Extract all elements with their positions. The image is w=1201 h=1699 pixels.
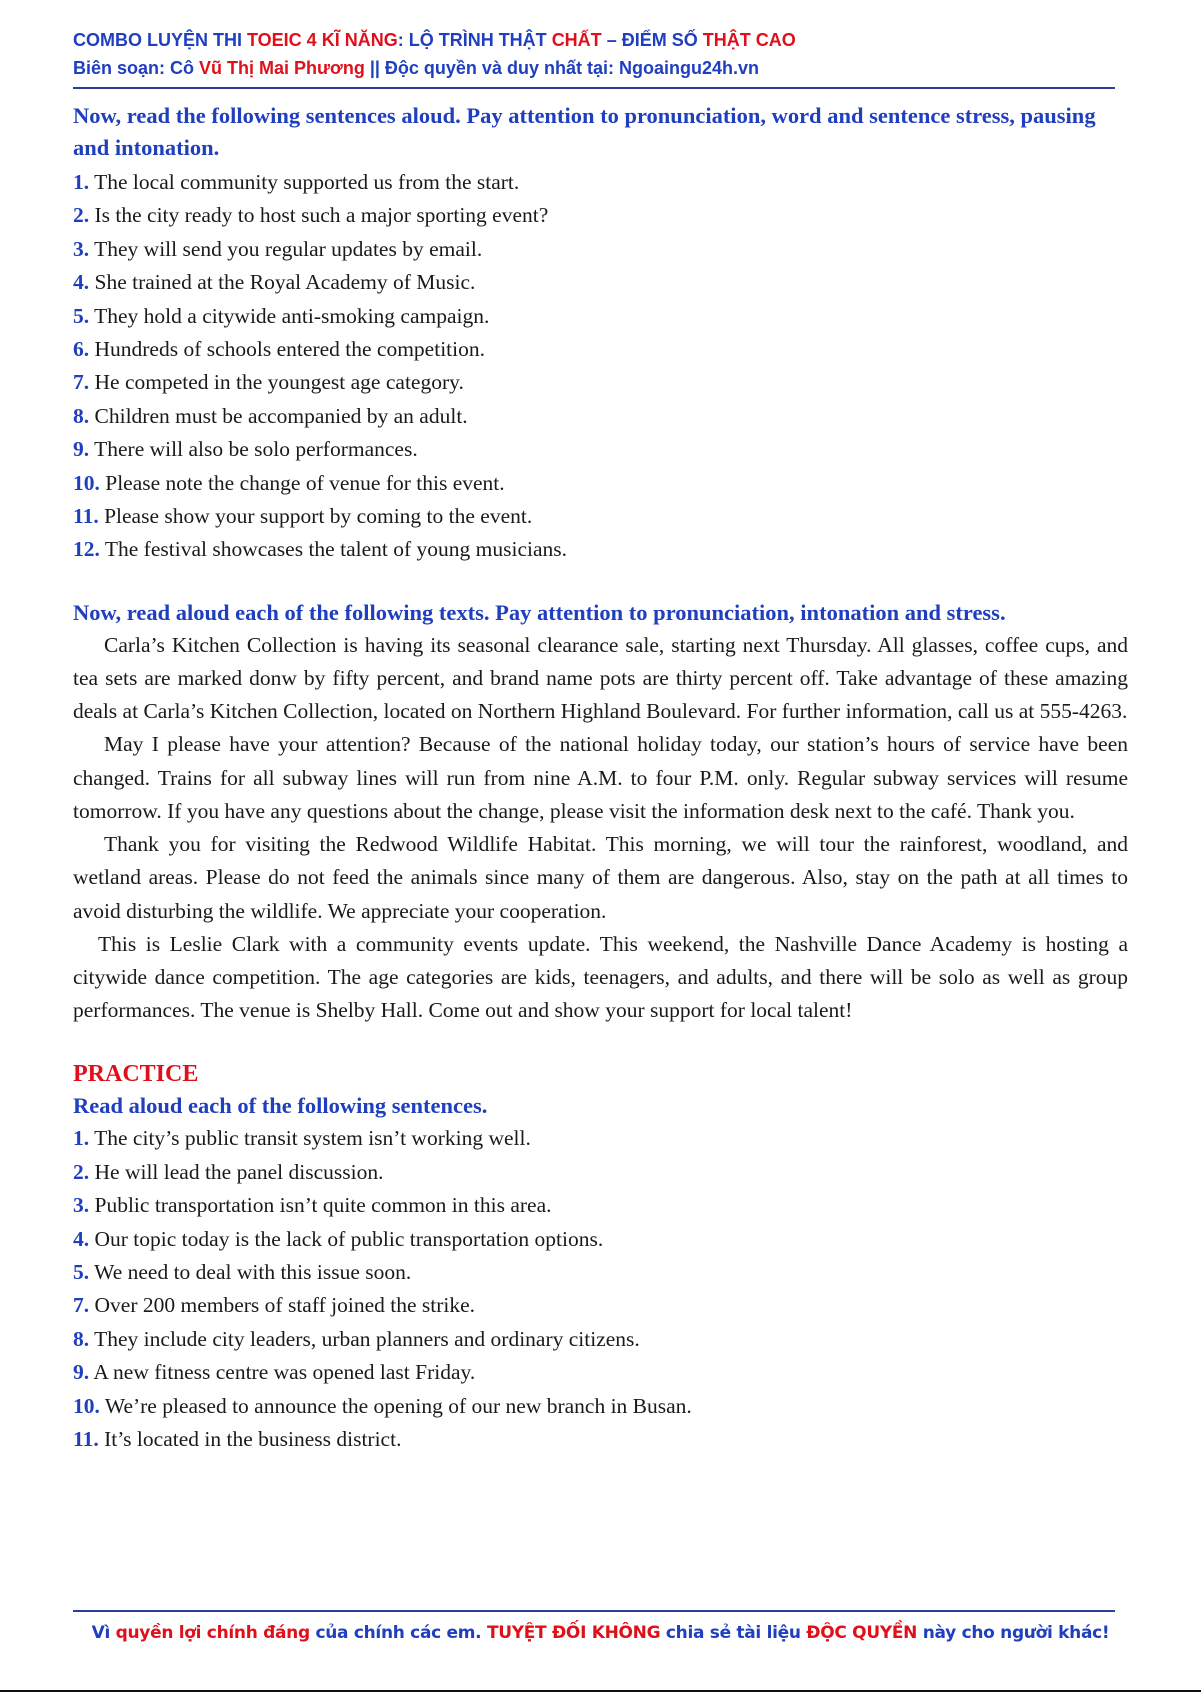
item-text: He will lead the panel discussion. — [94, 1159, 384, 1184]
item-number: 4. — [73, 270, 90, 295]
header-title — [73, 26, 1113, 54]
item-text: We need to deal with this issue soon. — [94, 1259, 412, 1284]
item-text: We’re pleased to announce the opening of our new branch in Busan. — [104, 1393, 692, 1418]
footer-text: chia sẻ tài liệu — [660, 1623, 807, 1643]
item-number: 3. — [73, 1193, 90, 1218]
list-item — [73, 400, 1128, 433]
item-text: Please note the change of venue for this event. — [105, 470, 505, 495]
footer-text: quyền lợi chính đáng — [115, 1623, 310, 1643]
section1-heading: Now, read the following sentences aloud. Pay attention to pronunciation, word and sentence stress, pausing and intonation. — [73, 103, 1096, 160]
item-text: They will send you regular updates by email. — [94, 236, 483, 261]
header-text: CHẤT — [551, 30, 602, 50]
item-number: 11. — [73, 504, 99, 529]
item-text: It’s located in the business district. — [104, 1426, 402, 1451]
reading-paragraph: Thank you for visiting the Redwood Wildlife Habitat. This morning, we will tour the rainforest, woodland, and wetland areas. Please do not feed the animals since many of them are dangerous. Also, stay on the path at all times to avoid disturbing the wildlife. We appreciate your cooperation. — [73, 832, 1128, 923]
item-number: 2. — [73, 1159, 90, 1184]
item-text: He competed in the youngest age category. — [94, 370, 464, 395]
item-number: 10. — [73, 1393, 100, 1418]
section2-texts — [73, 629, 1128, 1027]
header-divider — [73, 87, 1115, 89]
item-text: Our topic today is the lack of public transportation options. — [94, 1226, 604, 1251]
practice-heading: Read aloud each of the following sentences. — [73, 1093, 488, 1119]
list-item — [73, 1390, 1128, 1423]
section1-list — [73, 166, 1128, 567]
item-number: 5. — [73, 1259, 90, 1284]
header-text: – ĐIỂM SỐ — [601, 30, 703, 50]
item-text: There will also be solo performances. — [94, 437, 418, 462]
section2-heading: Now, read aloud each of the following texts. Pay attention to pronunciation, intonation and stress. — [73, 599, 1006, 625]
footer-text: của chính các em. — [309, 1623, 487, 1643]
list-item — [73, 233, 1128, 266]
practice-title: PRACTICE — [73, 1061, 199, 1088]
item-text: Hundreds of schools entered the competition. — [94, 337, 485, 362]
item-text: Public transportation isn’t quite common in this area. — [94, 1193, 552, 1218]
list-item — [73, 266, 1128, 299]
reading-paragraph: May I please have your attention? Because of the national holiday today, our station’s hours of service have been changed. Trains for all subway lines will run from nine A.M. to four P.M. only. Regular subway services will resume tomorrow. If you have any questions about the change, please visit the information desk next to the café. Thank you. — [73, 732, 1128, 823]
item-number: 8. — [73, 1326, 90, 1351]
main-content — [73, 100, 1128, 1456]
list-item — [73, 166, 1128, 199]
list-item — [73, 1256, 1128, 1289]
page-bottom-border — [0, 1690, 1201, 1692]
list-item — [73, 433, 1128, 466]
list-item — [73, 1156, 1128, 1189]
list-item — [73, 333, 1128, 366]
item-number: 5. — [73, 303, 90, 328]
list-item — [73, 1289, 1128, 1322]
footer-text: này cho người khác! — [917, 1623, 1110, 1643]
header-text: THẬT CAO — [702, 30, 796, 50]
list-item — [73, 366, 1128, 399]
item-number: 3. — [73, 236, 90, 261]
item-number: 9. — [73, 437, 90, 462]
list-item — [73, 467, 1128, 500]
header-author — [73, 54, 1113, 82]
header-text: COMBO LUYỆN THI — [73, 30, 247, 50]
item-text: The local community supported us from the start. — [94, 170, 520, 194]
header-text: TOEIC 4 KĨ NĂNG — [247, 30, 398, 50]
list-item — [73, 1356, 1128, 1389]
list-item — [73, 1223, 1128, 1256]
item-text: Over 200 members of staff joined the strike. — [94, 1293, 476, 1318]
item-number: 12. — [73, 537, 100, 562]
item-number: 11. — [73, 1426, 99, 1451]
list-item — [73, 1323, 1128, 1356]
list-item — [73, 199, 1128, 232]
list-item — [73, 300, 1128, 333]
item-number: 7. — [73, 1293, 90, 1318]
reading-paragraph: Carla’s Kitchen Collection is having its seasonal clearance sale, starting next Thursday. All glasses, coffee cups, and tea sets are marked donw by fifty percent, and brand name pots are thirty percent off. Take advantage of these amazing deals at Carla’s Kitchen Collection, located on Northern Highland Boulevard. For further information, call us at 555-4263. — [73, 632, 1128, 724]
header-text: Biên soạn: Cô — [73, 58, 200, 78]
header-text: Vũ Thị Mai Phương — [199, 58, 365, 78]
item-number: 2. — [73, 203, 90, 228]
reading-paragraph: This is Leslie Clark with a community events update. This weekend, the Nashville Dance Academy is hosting a citywide dance competition. The age categories are kids, teenagers, and adults, and there will be solo as well as group performances. The venue is Shelby Hall. Come out and show your support for local talent! — [73, 931, 1128, 1023]
footer-text: ĐỘC QUYỀN — [806, 1623, 918, 1643]
item-number: 1. — [73, 170, 90, 194]
footer-text: Vì — [91, 1623, 116, 1643]
item-text: The city’s public transit system isn’t working well. — [94, 1126, 531, 1151]
header-text: : LỘ TRÌNH THẬT — [397, 30, 552, 50]
list-item — [73, 500, 1128, 533]
footer-text: TUYỆT ĐỐI KHÔNG — [486, 1623, 661, 1643]
list-item — [73, 533, 1128, 566]
page-footer — [73, 1623, 1128, 1643]
item-text: The festival showcases the talent of young musicians. — [104, 537, 568, 562]
list-item — [73, 1122, 1128, 1155]
list-item — [73, 1423, 1128, 1456]
item-text: Children must be accompanied by an adult. — [94, 403, 468, 428]
item-text: They include city leaders, urban planners and ordinary citizens. — [94, 1326, 640, 1351]
item-text: Is the city ready to host such a major sporting event? — [94, 203, 549, 228]
header-text: || Độc quyền và duy nhất tại: Ngoaingu24h.vn — [364, 58, 759, 78]
item-number: 8. — [73, 403, 90, 428]
item-number: 7. — [73, 370, 90, 395]
list-item — [73, 1189, 1128, 1222]
item-number: 10. — [73, 470, 100, 495]
item-number: 4. — [73, 1226, 90, 1251]
item-text: Please show your support by coming to the event. — [104, 504, 533, 529]
item-text: They hold a citywide anti-smoking campaign. — [94, 303, 490, 328]
item-text: A new fitness centre was opened last Friday. — [93, 1360, 476, 1385]
page-header — [73, 26, 1113, 82]
item-number: 1. — [73, 1126, 90, 1151]
item-number: 9. — [73, 1360, 90, 1385]
footer-divider — [73, 1610, 1115, 1612]
practice-list — [73, 1122, 1128, 1456]
item-text: She trained at the Royal Academy of Music. — [94, 270, 476, 295]
item-number: 6. — [73, 337, 90, 362]
